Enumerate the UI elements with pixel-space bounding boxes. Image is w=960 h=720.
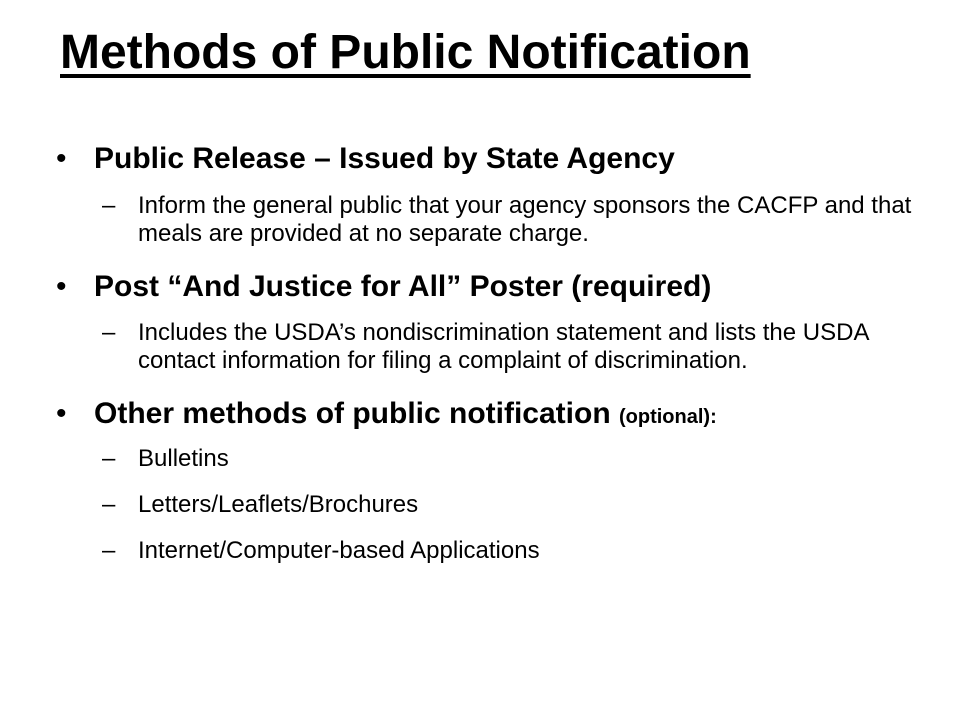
dash-marker: – bbox=[102, 319, 116, 347]
dash-marker: – bbox=[102, 536, 116, 564]
bullet-text: Public Release – Issued by State Agency bbox=[94, 142, 675, 175]
sub-item-text: Bulletins bbox=[138, 444, 229, 472]
sub-item-text: Internet/Computer-based Applications bbox=[138, 536, 540, 564]
sub-item-text: Letters/Leaflets/Brochures bbox=[138, 490, 419, 518]
sub-item bbox=[56, 445, 916, 473]
sub-item bbox=[56, 319, 916, 375]
dash-marker: – bbox=[102, 191, 116, 219]
bullet-marker: • bbox=[56, 269, 67, 303]
bullet-item bbox=[56, 395, 916, 433]
bullet-list bbox=[56, 132, 916, 565]
bullet-marker: • bbox=[56, 397, 67, 431]
dash-marker: – bbox=[102, 444, 116, 472]
bullet-item bbox=[56, 140, 916, 178]
sub-item bbox=[56, 192, 916, 248]
bullet-text: Other methods of public notification bbox=[94, 397, 611, 431]
bullet-text: Post “And Justice for All” Poster (required) bbox=[94, 269, 712, 303]
bullet-item bbox=[56, 268, 916, 306]
dash-marker: – bbox=[102, 490, 116, 518]
slide-title: Methods of Public Notification bbox=[60, 26, 751, 79]
sub-item bbox=[56, 537, 916, 565]
sub-item-text: Inform the general public that your agency sponsors the CACFP and that meals are provided at no separate charge. bbox=[138, 191, 912, 247]
bullet-note: (optional): bbox=[619, 406, 717, 429]
bullet-marker: • bbox=[56, 142, 67, 175]
sub-item bbox=[56, 491, 916, 519]
sub-item-text: Includes the USDA’s nondiscrimination statement and lists the USDA contact information for filing a complaint of discrimination. bbox=[138, 319, 869, 375]
